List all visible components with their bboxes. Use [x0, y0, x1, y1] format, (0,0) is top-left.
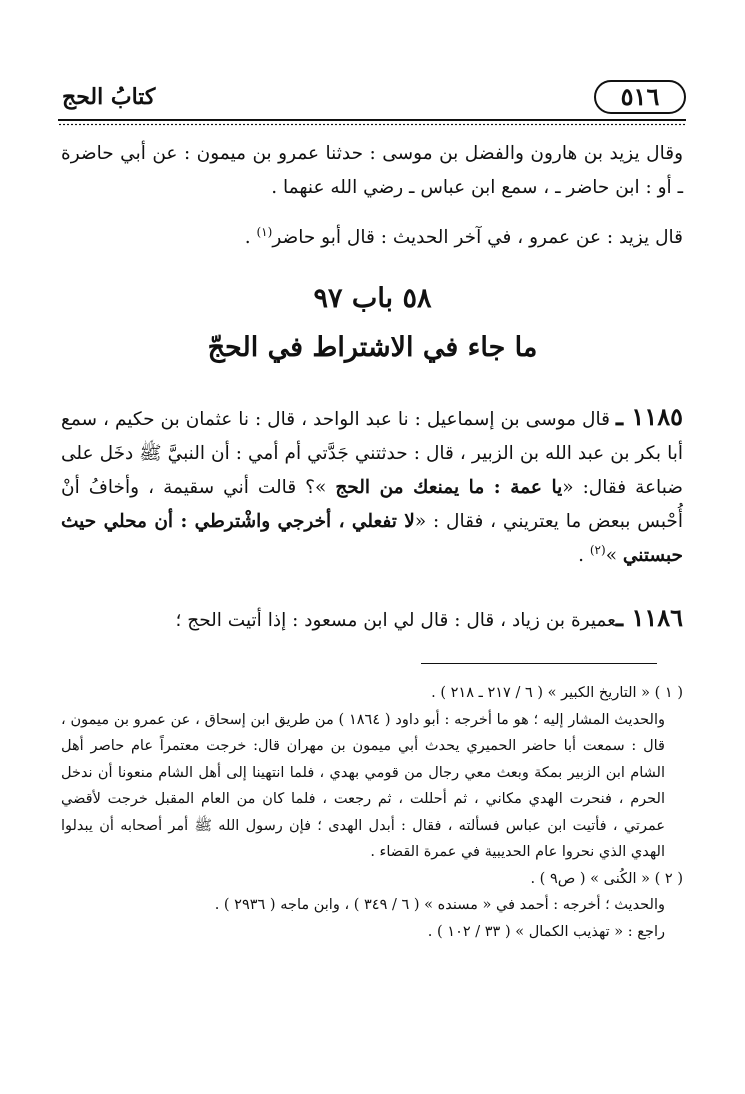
- footnote-ref-1[interactable]: (١): [256, 224, 273, 239]
- chapter-number: ٥٨ باب ٩٧: [313, 283, 432, 314]
- hadith-quote-bold: لا تفعلي ، أخرجي واشْترطي : أن محلي حيث حبستني: [61, 511, 683, 566]
- hadith-1186: [61, 601, 683, 638]
- hadith-number: ١١٨٥ ـ: [615, 402, 683, 431]
- footnotes: [61, 680, 683, 945]
- hadith-quote-bold: يا عمة : ما يمنعك من الحج: [335, 477, 563, 498]
- header-rule: [58, 119, 686, 121]
- footnote-line: ( ٢ ) « الكُنى » ( ص٩ ) .: [530, 870, 683, 887]
- intro-second-end: .: [244, 227, 257, 248]
- hadith-text: عميرة بن زياد ، قال : قال لي ابن مسعود : إذا أتيت الحج ؛: [175, 610, 617, 631]
- footnote-line: راجع : « تهذيب الكمال » ( ٣٣ / ١٠٢ ) .: [427, 923, 665, 940]
- footnote-line: والحديث ؛ أخرجه : أحمد في « مسنده » ( ٦ / ٣٤٩ ) ، وابن ماجه ( ٢٩٣٦ ) .: [214, 897, 665, 913]
- page-header: [58, 76, 686, 122]
- hadith-number: ١١٨٦ ـ: [616, 603, 683, 632]
- footnote-ref-2[interactable]: (٢): [589, 542, 606, 557]
- hadith-1185: [61, 400, 683, 573]
- footnote-line: والحديث المشار إليه ؛ هو ما أخرجه : أبو داود ( ١٨٦٤ ) من طريق ابن إسحاق ، عن عمرو بن ميمون ، قال : سمعت أبا حاضر الحميري يحدث أبي ميمون بن مهران قال: خرجت معتمراً عام حاصر أهل الشام ابن الزبير بمكة وبعث معي رجال من قومي بهدي ، فلما انتهينا إلى أهل الشام منعونا أن ندخل الحرم ، فنحرت الهدي مكاني ، ثم أحللت ، ثم رجعت ، فلما كان من العام المقبل خرجت لأقضي عمرتي ، فأتيت ابن عباس فسألته ، فقال : أبدل الهدى ؛ فإن رسول الله ﷺ أمر أصحابه أن يبدلوا الهدي الذي نحروا عام الحديبية في عمرة القضاء .: [61, 711, 665, 860]
- footnote-line: ( ١ ) « التاريخ الكبير » ( ٦ / ٢١٧ ـ ٢١٨ ) .: [431, 685, 683, 701]
- intro-paragraph: وقال يزيد بن هارون والفضل بن موسى : حدثنا عمرو بن ميمون : عن أبي حاضرة ـ أو : ابن حاضر ـ ، سمع ابن عباس ـ رضي الله عنهما .: [61, 143, 683, 198]
- intro-second-line: [123, 221, 683, 255]
- intro-second-text: قال يزيد : عن عمرو ، في آخر الحديث : قال أبو حاضر: [272, 227, 683, 248]
- hadith-text: »: [605, 545, 623, 566]
- hadith-text: »؟ قالت أني سقيمة ، وأخافُ أنْ أُحْبس ببعض ما يعتريني ، فقال : «: [61, 477, 683, 532]
- footnote-separator: [421, 663, 657, 664]
- hadith-text: قال موسى بن إسماعيل : نا عبد الواحد ، قال : نا عثمان بن حكيم ، سمع أبا بكر بن عبد الله بن الزبير ، قال : حدثتني جَدَّتي أم أمي : أن النبيَّ ﷺ دخَل على ضباعة فقال: «: [61, 409, 683, 498]
- header-dotted-rule: [58, 123, 686, 126]
- page-number: ٥١٦: [594, 80, 686, 114]
- chapter-title: ما جاء في الاشتراط في الحجّ: [207, 332, 538, 363]
- book-title: كتابُ الحج: [62, 84, 156, 110]
- hadith-text: .: [578, 545, 590, 566]
